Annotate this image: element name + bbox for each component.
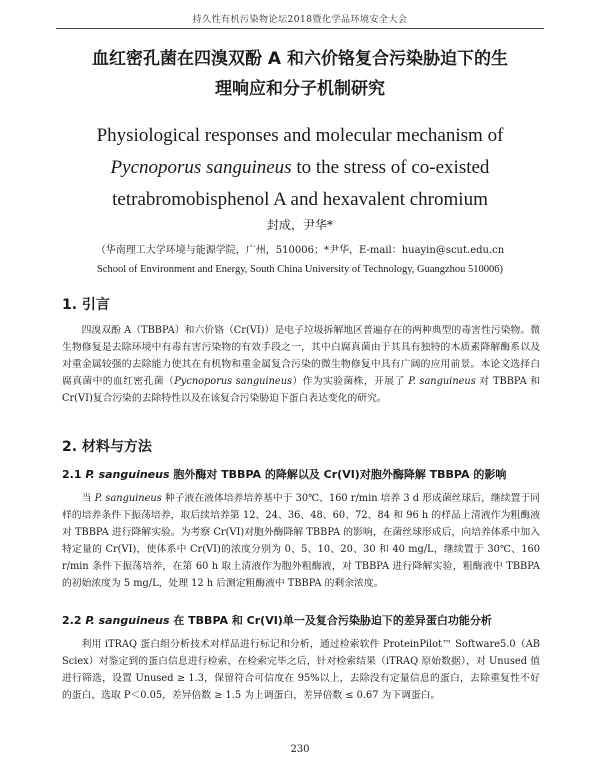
affiliation-english: School of Environment and Energy, South China University of Technology, Guangzhou 510006) <box>96 264 504 275</box>
subsection-number-2-1: 2.1 <box>62 468 86 481</box>
subsection-heading-2-2 <box>62 612 542 628</box>
methods-paragraph-2-2: 利用 iTRAQ 蛋白组分析技术对样品进行标记和分析，通过检索软件 ProteinPilot™ Software5.0（AB Sciex）对鉴定到的蛋白信息进行检索，在检索完毕之后，针对检索结果（iTRAQ 原始数据），对 Unused 值进行筛选，设置 Unused ≥ 1.3，保留符合可信度在 95%以上，去除没有定量信息的蛋白，去除重复性不好的蛋白，选取 P＜0.05，差异倍数 ≥ 1.5 为上调蛋白，差异倍数 ≤ 0.67 为下调蛋白。 <box>62 639 540 701</box>
intro-species-1: Pycnoporus sanguineus <box>174 376 293 387</box>
methods-text-2-1a: 当 <box>81 493 95 504</box>
subsection-species-2-1: P. sanguineus <box>85 468 170 481</box>
intro-text-1: 四溴双酚 A（TBBPA）和六价铬（Cr(VI)）是电子垃圾拆解地区普遍存在的两种典型的毒害性污染物。微生物修复是去除环境中有毒有害污染物的有效手段之一，其中白腐真菌由于其具有独特的木质素降解酶系以及对重金属较强的去除能力使其在有机物和重金属复合污染的微生物修复中具有广阔的应用前景。本论文选择白腐真菌中的血红密孔菌（ <box>62 325 540 387</box>
methods-species-2-1: P. sanguineus <box>94 493 162 504</box>
subsection-heading-2-1 <box>62 466 542 482</box>
title-english-line3: tetrabromobisphenol A and hexavalent chromium <box>112 189 488 210</box>
intro-species-2: P. sanguineus <box>408 376 476 387</box>
title-chinese-line1: 血红密孔菌在四溴双酚 A 和六价铬复合污染胁迫下的生 <box>92 49 508 69</box>
section-heading-intro: 1. 引言 <box>62 297 110 313</box>
subsection-title-2-2: 在 TBBPA 和 Cr(VI)单一及复合污染胁迫下的差异蛋白功能分析 <box>169 614 492 627</box>
intro-text-3: 对 TBBPA 和 Cr(VI)复合污染的去除特性以及在该复合污染胁迫下蛋白表达变化的研究。 <box>62 376 541 404</box>
subsection-title-2-1: 胞外酶对 TBBPA 的降解以及 Cr(VI)对胞外酶降解 TBBPA 的影响 <box>169 468 507 481</box>
running-header: 持久性有机污染物论坛2018暨化学品环境安全大会 <box>192 15 408 25</box>
intro-paragraph <box>62 322 540 407</box>
author-list: 封成，尹华* <box>266 218 333 232</box>
section-heading-methods: 2. 材料与方法 <box>62 439 152 455</box>
methods-text-2-1b: 种子液在液体培养培养基中于 30℃、160 r/min 培养 3 d 形成菌丝球后，继续置于同样的培养条件下振荡培养，取后续培养第 12、24、36、48、60、72、84 和 96 h 的样品上清液作为粗酶液对 TBBPA 进行降解实验。为考察 Cr(VI)对胞外酶降解 TBBPA 的影响，在菌丝球形成后，向培养体系中加入特定量的 Cr(VI)，使体系中 Cr(VI)的浓度分别为 0、5、10、20、30 和 40 mg/L，继续置于 30℃、160 r/min 条件下振荡培养，在第 60 h 取上清液作为胞外粗酶液，对 TBBPA 进行降解实验，粗酶液中 TBBPA 的初始浓度为 5 mg/L，处理 12 h 后测定粗酶液中 TBBPA 的剩余浓度。 <box>62 493 541 589</box>
title-english <box>60 120 540 216</box>
title-chinese-line2: 理响应和分子机制研究 <box>215 79 385 99</box>
title-english-line2 <box>60 152 540 184</box>
title-species: Pycnoporus sanguineus <box>110 157 292 178</box>
title-english-line2-rest: to the stress of co-existed <box>291 157 490 178</box>
header-rule <box>56 28 544 29</box>
subsection-species-2-2: P. sanguineus <box>85 614 170 627</box>
methods-paragraph-2-1 <box>62 490 540 592</box>
subsection-number-2-2: 2.2 <box>62 614 86 627</box>
affiliation-chinese: （华南理工大学环境与能源学院，广州，510006；*尹华，E-mail：huayin@scut.edu.cn <box>95 245 505 256</box>
intro-text-2: ）作为实验菌株，开展了 <box>292 376 409 387</box>
page-number: 230 <box>290 744 310 755</box>
title-chinese <box>60 44 540 104</box>
title-english-line1: Physiological responses and molecular mechanism of <box>96 125 504 146</box>
